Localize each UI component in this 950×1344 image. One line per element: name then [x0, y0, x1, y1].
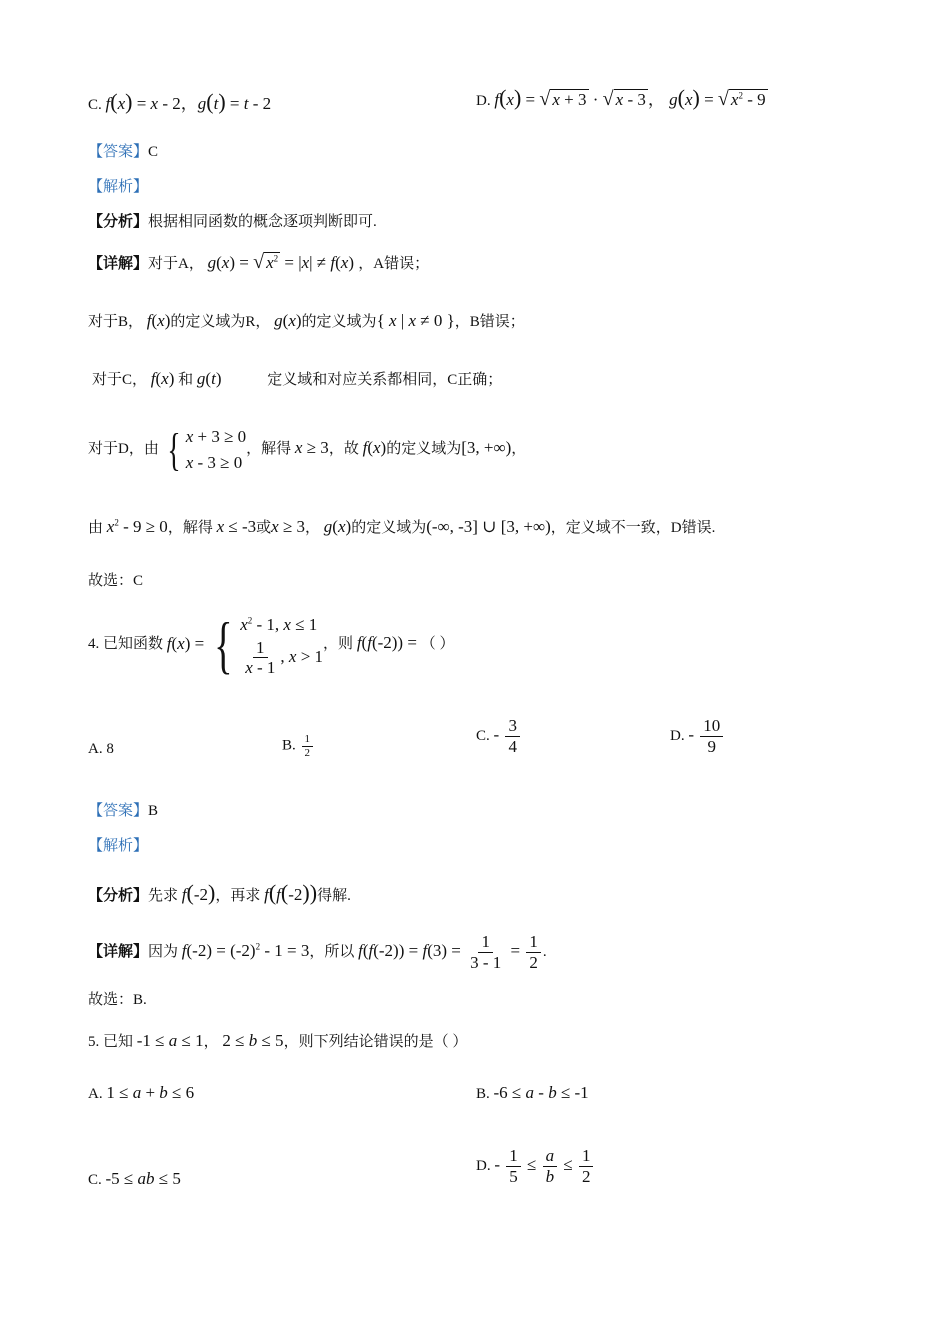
q4-option-b: B. $\frac{1}{2}$ [282, 733, 315, 759]
q4-stem: 4. 已知函数 f ( x ) = { $x^2 - 1$, x ≤ 1 $\frac{1}{x - 1}$ , x > 1 ，则 f(f(-2)) = （ ） [88, 608, 455, 680]
q3-answer: 【答案】C [88, 144, 159, 160]
q3-option-d: D. f(x) = √ x + 3 · √ x - 3 ， g(x) = √ $x^2 - 9$ [476, 85, 766, 110]
q3-option-c: C. f(x) = x - 2，g(t) = t - 2 [88, 89, 272, 114]
q5-stem: 5. 已知 -1 ≤ a ≤ 1， 2 ≤ b ≤ 5，则下列结论错误的是（ ） [88, 1031, 468, 1050]
q3-detail-a-formula: g(x) = √ $x^2$ = |x| ≠ f(x) [207, 251, 359, 273]
q3-detail-a: 【详解】对于A， g(x) = √ $x^2$ = |x| ≠ f(x) ，A错误； [88, 251, 430, 273]
q4-choice: 故选：B. [88, 992, 147, 1008]
q3-choice: 故选：C [88, 573, 144, 589]
q3-detail-b: 对于B， f(x)的定义域为R， g(x)的定义域为{ x | x ≠ 0 }，B错误； [88, 311, 525, 330]
q5-option-b: B. -6 ≤ a - b ≤ -1 [476, 1083, 589, 1102]
q4-option-c: C. - $\frac{3}{4}$ [476, 716, 522, 756]
q4-option-a: A. 8 [88, 741, 114, 757]
q3-detail-d: 对于D，由 { x + 3 ≥ 0 x - 3 ≥ 0 ，解得 x ≥ 3，故 f(x)的定义域为[3, +∞)， [88, 423, 527, 475]
q3-detail-c: 对于C， f(x) 和 g(t) 定义域和对应关系都相同，C正确； [92, 369, 503, 388]
q5-option-a: A. 1 ≤ a + b ≤ 6 [88, 1083, 195, 1102]
q3-analysis-tag: 【解析】 [88, 179, 149, 195]
q4-piecewise: f ( x ) = { $x^2 - 1$, x ≤ 1 $\frac{1}{x - 1}$ , x > 1 [166, 608, 324, 680]
q3-detail-d-system: { x + 3 ≥ 0 x - 3 ≥ 0 [167, 423, 247, 475]
q5-option-c: C. -5 ≤ ab ≤ 5 [88, 1169, 181, 1188]
q4-analysis-tag: 【解析】 [88, 838, 149, 854]
q3-fenxi: 【分析】根据相同函数的概念逐项判断即可. [88, 214, 377, 230]
q4-option-d: D. - $\frac{10}{9}$ [670, 716, 725, 756]
q3-detail-e: 由 $x^2 - 9 \ge 0$，解得 x ≤ -3或x ≥ 3， g(x)的定义域为(-∞, -3] ∪ [3, +∞)，定义域不一致，D错误. [88, 517, 716, 536]
q3-detail-b-set: { x | x ≠ 0 } [376, 311, 455, 330]
q4-detail: 【详解】因为 $f(-2) = (-2)^2 - 1 = 3$，所以 f(f(-2)) = f(3) = $\frac{1}{3 - 1}$ = $\frac{1}{2}$ . [88, 932, 547, 972]
q4-fenxi: 【分析】先求 f(-2)，再求 f(f(-2))得解. [88, 880, 351, 905]
q4-answer: 【答案】B [88, 803, 159, 819]
q5-option-d: D. - $\frac{1}{5}$ ≤ $\frac{a}{b}$ ≤ $\frac{1}{2}$ [476, 1146, 595, 1186]
q3-option-c-formula: f(x) = x - 2，g(t) = t - 2 [105, 89, 272, 114]
q3-option-d-formula: f(x) = √ x + 3 · √ x - 3 ， g(x) = √ $x^2 - 9$ [494, 85, 766, 110]
